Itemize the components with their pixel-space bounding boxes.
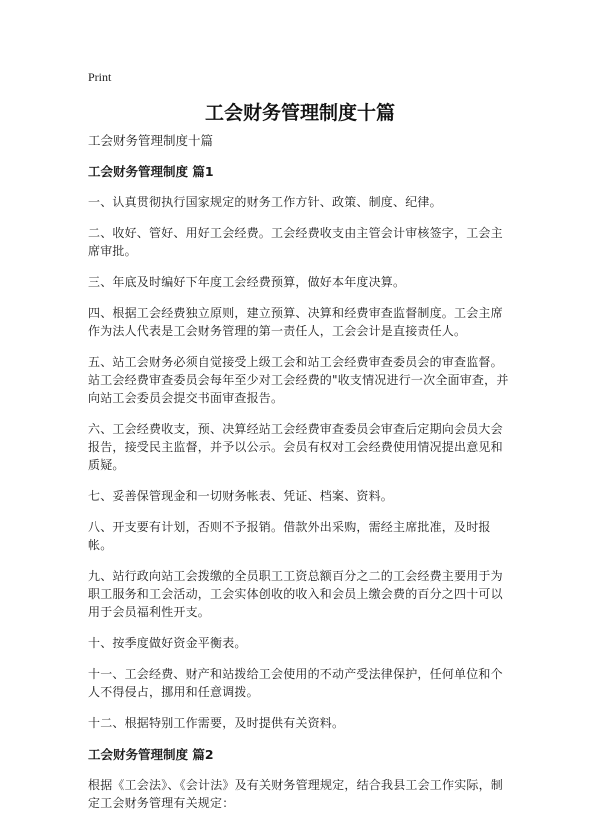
paragraph: 四、根据工会经费独立原则，建立预算、决算和经费审查监督制度。工会主席作为法人代表是工会财务管理的第一责任人，工会会计是直接责任人。 xyxy=(88,306,503,338)
paragraph: 五、站工会财务必须自觉接受上级工会和站工会经费审查委员会的审查监督。站工会经费审查委员会每年至少对工会经费的"收支情况进行一次全面审查，并向站工会委员会提交书面审查报告。 xyxy=(88,355,509,405)
paragraph: 七、妥善保管现金和一切财务帐表、凭证、档案、资料。 xyxy=(88,489,394,503)
section-heading: 工会财务管理制度 篇1 xyxy=(88,164,214,179)
paragraph: 根据《工会法》、《会计法》及有关财务管理规定，结合我县工会工作实际，制定工会财务管理有关规定： xyxy=(88,778,504,810)
paragraph: 十一、工会经费、财产和站拨给工会使用的不动产受法律保护，任何单位和个人不得侵占，挪用和任意调拨。 xyxy=(88,667,503,699)
document-title: 工会财务管理制度十篇 xyxy=(204,102,395,124)
paragraph: 一、认真贯彻执行国家规定的财务工作方针、政策、制度、纪律。 xyxy=(88,195,442,209)
paragraph: 二、收好、管好、用好工会经费。工会经费收支由主管会计审核签字，工会主席审批。 xyxy=(88,226,503,258)
intro-text: 工会财务管理制度十篇 xyxy=(88,133,214,148)
document-body xyxy=(88,131,512,825)
paragraph: 十二、根据特别工作需要，及时提供有关资料。 xyxy=(88,716,345,730)
paragraph: 九、站行政向站工会拨缴的全员职工工资总额百分之二的工会经费主要用于为职工服务和工会活动，工会实体创收的收入和会员上缴会费的百分之四十可以用于会员福利性开支。 xyxy=(88,569,503,619)
paragraph: 八、开支要有计划，否则不予报销。借款外出采购，需经主席批准，及时报帐。 xyxy=(88,520,491,552)
print-label: Print xyxy=(88,70,112,84)
section-heading: 工会财务管理制度 篇2 xyxy=(88,747,214,762)
paragraph: 六、工会经费收支，预、决算经站工会经费审查委员会审查后定期向会员大会报告，接受民主监督，并予以公示。会员有权对工会经费使用情况提出意见和质疑。 xyxy=(88,422,503,472)
paragraph: 三、年底及时编好下年度工会经费预算，做好本年度决算。 xyxy=(88,275,406,289)
paragraph: 十、按季度做好资金平衡表。 xyxy=(88,636,247,650)
